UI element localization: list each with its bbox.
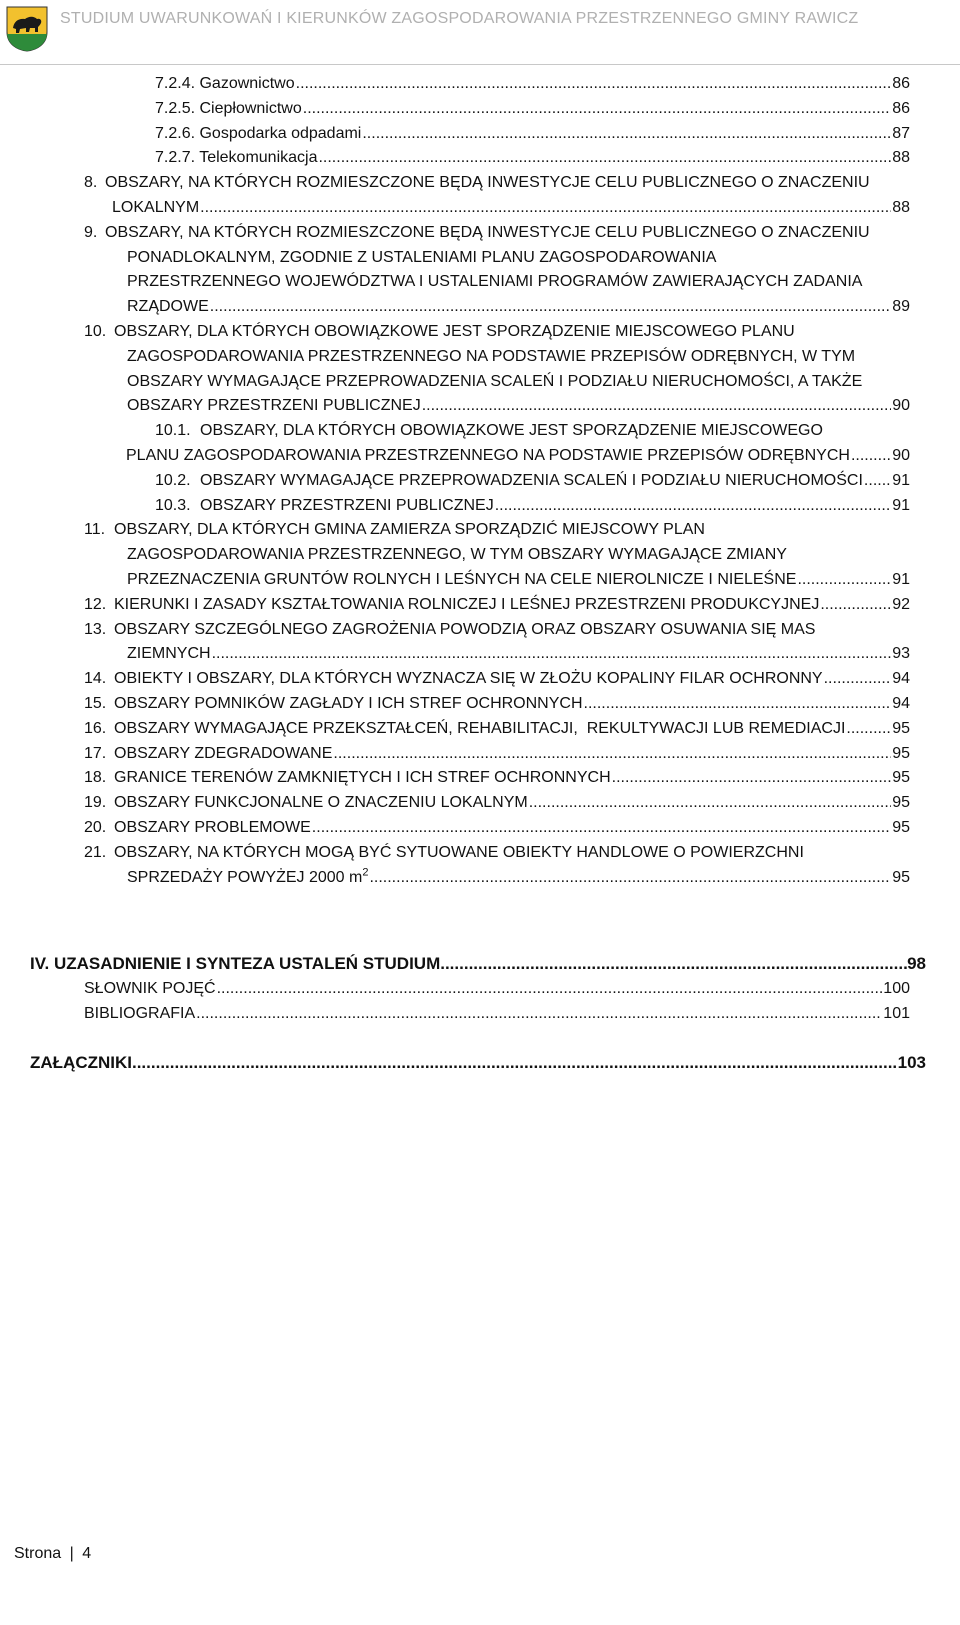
dot-leader [200,196,891,221]
toc-entry-title-cont: OBSZARY WYMAGAJĄCE PRZEPROWADZENIA SCALEŃ I PODZIAŁU NIERUCHOMOŚCI, A TAKŻE [127,372,863,390]
toc-section-title: ZAŁĄCZNIKI [30,1052,132,1072]
toc-page-number: 90 [892,397,910,415]
toc-entry[interactable] [155,97,910,122]
dot-leader [303,97,891,122]
dot-leader [369,866,891,891]
superscript: 2 [362,866,369,879]
toc-entry-number: 16. [84,719,107,737]
toc-entry[interactable] [84,320,910,419]
toc-entry-title: GRANICE TERENÓW ZAMKNIĘTYCH I ICH STREF OCHRONNYCH [114,769,611,787]
toc-entry-number: 10.3. [155,496,191,514]
bear-coat-of-arms-icon [6,6,48,52]
dot-leader [440,952,907,977]
toc-entry-number: 9. [84,223,98,241]
toc-entry[interactable] [155,72,910,97]
dot-leader [824,667,892,692]
toc-entry-title-cont: SPRZEDAŻY POWYŻEJ 2000 m [127,868,363,886]
toc-entry[interactable] [84,593,910,618]
dot-leader [217,977,883,1002]
toc-entry-number: 17. [84,744,107,762]
toc-entry-title: BIBLIOGRAFIA [84,1004,196,1022]
toc-page-number: 92 [892,595,910,613]
toc-entry-title-cont: RZĄDOWE [127,298,209,316]
toc-entry-number: 20. [84,818,107,836]
dot-leader [851,444,891,469]
toc-page-number: 100 [883,980,910,998]
toc-entry-title: OBSZARY, DLA KTÓRYCH OBOWIĄZKOWE JEST SPORZĄDZENIE MIEJSCOWEGO PLANU [114,322,795,340]
toc-entry-number: 8. [84,174,98,192]
toc-entry-title: OBSZARY, NA KTÓRYCH ROZMIESZCZONE BĘDĄ INWESTYCJE CELU PUBLICZNEGO O ZNACZENIU [105,174,870,192]
dot-leader [529,791,891,816]
toc-page-number: 101 [883,1004,910,1022]
toc-entry-title-cont: ZIEMNYCH [127,645,211,663]
dot-leader [212,642,892,667]
page-header [0,0,960,65]
toc-entry[interactable] [84,841,910,891]
dot-leader [797,568,891,593]
toc-entry-number: 13. [84,620,107,638]
toc-entry[interactable] [126,419,910,469]
toc-entry-title: 7.2.7. Telekomunikacja [155,149,318,167]
toc-entry[interactable] [84,791,910,816]
toc-page-number: 86 [892,75,910,92]
toc-page-number: 88 [892,149,910,167]
toc-entry[interactable] [84,717,910,742]
dot-leader [495,494,892,519]
dot-leader [584,692,892,717]
toc-page-number: 87 [892,124,910,142]
toc-entry-title: OBSZARY ZDEGRADOWANE [114,744,333,762]
toc-entry-title: 7.2.4. Gazownictwo [155,75,295,92]
toc-entry-number: 15. [84,694,107,712]
toc-page-number: 93 [892,645,910,663]
toc-entry-title: OBSZARY PROBLEMOWE [114,818,311,836]
dot-leader [318,146,891,171]
toc-entry-title: OBSZARY, NA KTÓRYCH ROZMIESZCZONE BĘDĄ INWESTYCJE CELU PUBLICZNEGO O ZNACZENIU [105,223,870,241]
toc-entry-section[interactable] [30,1051,926,1076]
toc-entry[interactable] [84,692,910,717]
toc-page-number: 95 [892,818,910,836]
toc-entry-number: 10.1. [155,422,191,440]
toc-page-number: 95 [892,868,910,886]
dot-leader [422,394,892,419]
toc-entry-title-cont: OBSZARY PRZESTRZENI PUBLICZNEJ [127,397,421,415]
dot-leader [312,816,891,841]
toc-page-number: 86 [892,99,910,117]
toc-entry-section[interactable] [30,952,926,977]
toc-entry-title-cont: LOKALNYM [112,198,200,216]
toc-entry-title-cont: PONADLOKALNYM, ZGODNIE Z USTALENIAMI PLANU ZAGOSPODAROWANIA [127,248,717,266]
footer-label: Strona [14,1545,62,1562]
toc-entry[interactable] [155,122,910,147]
toc-entry-title: SŁOWNIK POJĘĆ [84,980,216,998]
toc-page-number: 95 [892,769,910,787]
toc-entry[interactable] [84,518,910,592]
toc-entry-number: 11. [84,521,106,539]
toc-page-number: 95 [892,794,910,812]
toc-page-number: 91 [892,496,910,514]
toc-entry[interactable] [84,171,910,221]
toc-entry[interactable] [155,494,910,519]
toc-page-number: 95 [892,744,910,762]
toc-entry[interactable] [155,146,910,171]
toc-page-number: 88 [892,198,910,216]
toc-entry-title: OBSZARY POMNIKÓW ZAGŁADY I ICH STREF OCHRONNYCH [114,694,583,712]
toc-entry-title: OBSZARY, DLA KTÓRYCH OBOWIĄZKOWE JEST SPORZĄDZENIE MIEJSCOWEGO [200,422,823,440]
toc-entry[interactable] [84,816,910,841]
toc-entry-title: OBSZARY FUNKCJONALNE O ZNACZENIU LOKALNYM [114,794,528,812]
toc-entry-title: OBSZARY WYMAGAJĄCE PRZEKSZTAŁCEŃ, REHABILITACJI, REKULTYWACJI LUB REMEDIACJI [114,719,846,737]
footer-separator: | [69,1545,74,1562]
dot-leader [612,766,892,791]
toc-entry-title: 7.2.6. Gospodarka odpadami [155,124,362,142]
dot-leader [362,122,891,147]
toc-entry-title-cont: PRZESTRZENNEGO WOJEWÓDZTWA I USTALENIAMI PROGRAMÓW ZAWIERAJĄCYCH ZADANIA [127,273,863,291]
toc-page-number: 94 [892,670,910,688]
toc-entry-title-cont: PLANU ZAGOSPODAROWANIA PRZESTRZENNEGO NA PODSTAWIE PRZEPISÓW ODRĘBNYCH [126,446,850,464]
toc-page-number: 91 [892,471,910,489]
toc-entry-number: 10.2. [155,471,191,489]
toc-entry-title: KIERUNKI I ZASADY KSZTAŁTOWANIA ROLNICZEJ I LEŚNEJ PRZESTRZENI PRODUKCYJNEJ [114,595,820,613]
toc-section-title: IV. UZASADNIENIE I SYNTEZA USTALEŃ STUDIUM [30,954,441,974]
toc-entry-number: 10. [84,322,107,340]
table-of-contents [0,72,960,1075]
document-title: STUDIUM UWARUNKOWAŃ I KIERUNKÓW ZAGOSPODAROWANIA PRZESTRZENNEGO GMINY RAWICZ [60,10,859,27]
toc-entry-title: OBSZARY, NA KTÓRYCH MOGĄ BYĆ SYTUOWANE OBIEKTY HANDLOWE O POWIERZCHNI [114,843,804,861]
dot-leader [132,1051,898,1076]
toc-page-number: 90 [892,446,910,464]
toc-entry[interactable] [84,1002,910,1027]
toc-entry-title: OBIEKTY I OBSZARY, DLA KTÓRYCH WYZNACZA SIĘ W ZŁOŻU KOPALINY FILAR OCHRONNY [114,670,823,688]
toc-entry-title: 7.2.5. Ciepłownictwo [155,99,302,117]
toc-entry-number: 21. [84,843,107,861]
page-footer [14,1545,91,1563]
toc-entry-number: 12. [84,595,107,613]
dot-leader [333,742,891,767]
toc-entry[interactable] [84,742,910,767]
dot-leader [864,469,891,494]
toc-entry[interactable] [155,469,910,494]
dot-leader [196,1002,882,1027]
toc-entry-number: 19. [84,794,107,812]
toc-entry-title-cont: ZAGOSPODAROWANIA PRZESTRZENNEGO NA PODSTAWIE PRZEPISÓW ODRĘBNYCH, W TYM [127,347,856,365]
toc-entry-title: OBSZARY WYMAGAJĄCE PRZEPROWADZENIA SCALEŃ I PODZIAŁU NIERUCHOMOŚCI [200,471,863,489]
toc-entry-number: 14. [84,670,107,688]
toc-entry-title-cont: ZAGOSPODAROWANIA PRZESTRZENNEGO, W TYM OBSZARY WYMAGAJĄCE ZMIANY [127,546,787,564]
toc-page-number: 95 [892,719,910,737]
toc-page-number: 94 [892,694,910,712]
toc-entry[interactable] [84,618,910,668]
toc-entry[interactable] [84,766,910,791]
toc-entry-title: OBSZARY SZCZEGÓLNEGO ZAGROŻENIA POWODZIĄ ORAZ OBSZARY OSUWANIA SIĘ MAS [114,620,816,638]
toc-entry-number: 18. [84,769,107,787]
toc-entry-title: OBSZARY PRZESTRZENI PUBLICZNEJ [200,496,494,514]
dot-leader [846,717,891,742]
toc-page-number: 89 [892,298,910,316]
footer-page-number: 4 [82,1545,92,1562]
toc-entry[interactable] [84,977,910,1002]
dot-leader [296,72,892,97]
toc-page-number: 103 [897,1052,926,1072]
toc-entry[interactable] [84,667,910,692]
toc-entry-title: OBSZARY, DLA KTÓRYCH GMINA ZAMIERZA SPORZĄDZIĆ MIEJSCOWY PLAN [114,521,705,539]
dot-leader [820,593,891,618]
toc-page-number: 98 [907,954,926,974]
toc-entry[interactable] [84,221,910,320]
toc-page-number: 91 [892,570,910,588]
toc-entry-title-cont: PRZEZNACZENIA GRUNTÓW ROLNYCH I LEŚNYCH NA CELE NIEROLNICZE I NIELEŚNE [127,570,797,588]
dot-leader [210,295,891,320]
